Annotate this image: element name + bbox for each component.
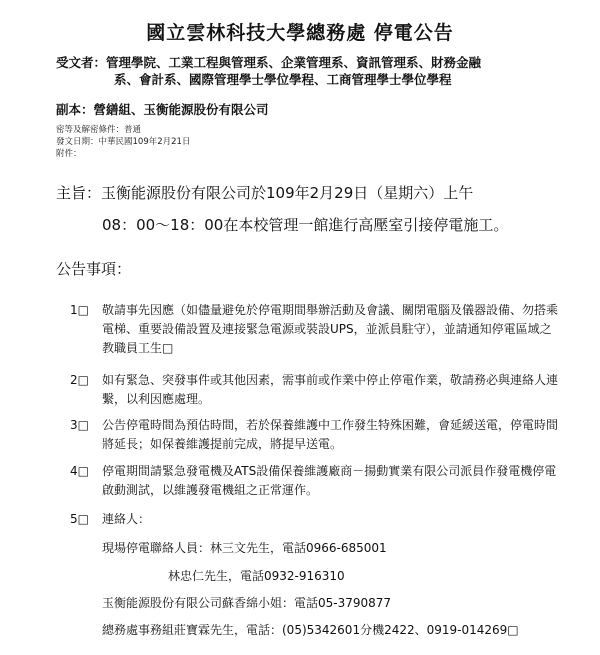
recipients-line-2: 系、會計系、國際管理學士學位學程、工商管理學士學位學程 <box>114 72 452 87</box>
cc-line: 副本：營繕組、玉衡能源股份有限公司 <box>56 102 269 117</box>
subject-line-2: 08：00～18：00在本校管理一館進行高壓室引接停電施工。 <box>102 216 509 234</box>
notice-item <box>70 371 560 409</box>
document-meta <box>56 124 190 160</box>
item-number: 5□ <box>70 512 89 526</box>
contact-line: 林忠仁先生，電話0932-916310 <box>168 569 345 583</box>
notice-item <box>70 301 560 358</box>
subject-line-1: 主旨：玉衡能源股份有限公司於109年2月29日（星期六）上午 <box>56 184 474 202</box>
page-title: 國立雲林科技大學總務處 停電公告 <box>146 22 454 44</box>
recipients-line-1: 管理學院、工業工程與管理系、企業管理系、資訊管理系、財務金融 <box>106 55 482 70</box>
contact-line: 總務處事務組莊寶霖先生，電話：(05)5342601分機2422、0919-014269□ <box>102 623 519 637</box>
recipients-label: 受文者： <box>56 55 107 70</box>
security-level: 密等及解密條件：普通 <box>56 125 142 135</box>
contact-line: 玉衡能源股份有限公司蘇香綿小姐：電話05-3790877 <box>102 596 392 610</box>
contact-line: 現場停電聯絡人員：林三文先生，電話0966-685001 <box>102 541 387 555</box>
item-text: 停電期間請緊急發電機及ATS設備保養維護廠商－揚動實業有限公司派員作發電機停電啟動測試，以維護發電機組之正常運作。 <box>102 464 557 497</box>
notice-item <box>70 416 560 454</box>
item-text: 公告停電時間為預估時間，若於保養維護中工作發生特殊困難，會延緩送電，停電時間將延長；如保養維護提前完成，將提早送電。 <box>102 418 559 451</box>
notice-item <box>70 510 560 529</box>
item-number: 4□ <box>70 464 89 478</box>
item-text: 如有緊急、突發事件或其他因素，需事前或作業中停止停電作業，敬請務必與連絡人連繫，以利因應處理。 <box>102 373 559 406</box>
item-number: 2□ <box>70 373 89 387</box>
recipients <box>56 54 576 88</box>
item-number: 3□ <box>70 418 89 432</box>
notice-heading: 公告事項： <box>56 260 132 278</box>
subject <box>56 180 576 238</box>
item-text: 連絡人： <box>102 512 151 526</box>
item-number: 1□ <box>70 303 89 317</box>
notice-item <box>70 462 560 500</box>
attachment-line: 附件： <box>56 149 82 159</box>
item-text: 敬請事先因應（如儘量避免於停電期間舉辦活動及會議、關閉電腦及儀器設備、勿搭乘電梯、重要設備設置及連接緊急電源或裝設UPS，並派員駐守），並請通知停電區域之教職員工生□ <box>102 303 559 355</box>
issue-date: 發文日期：中華民國109年2月21日 <box>56 137 191 147</box>
